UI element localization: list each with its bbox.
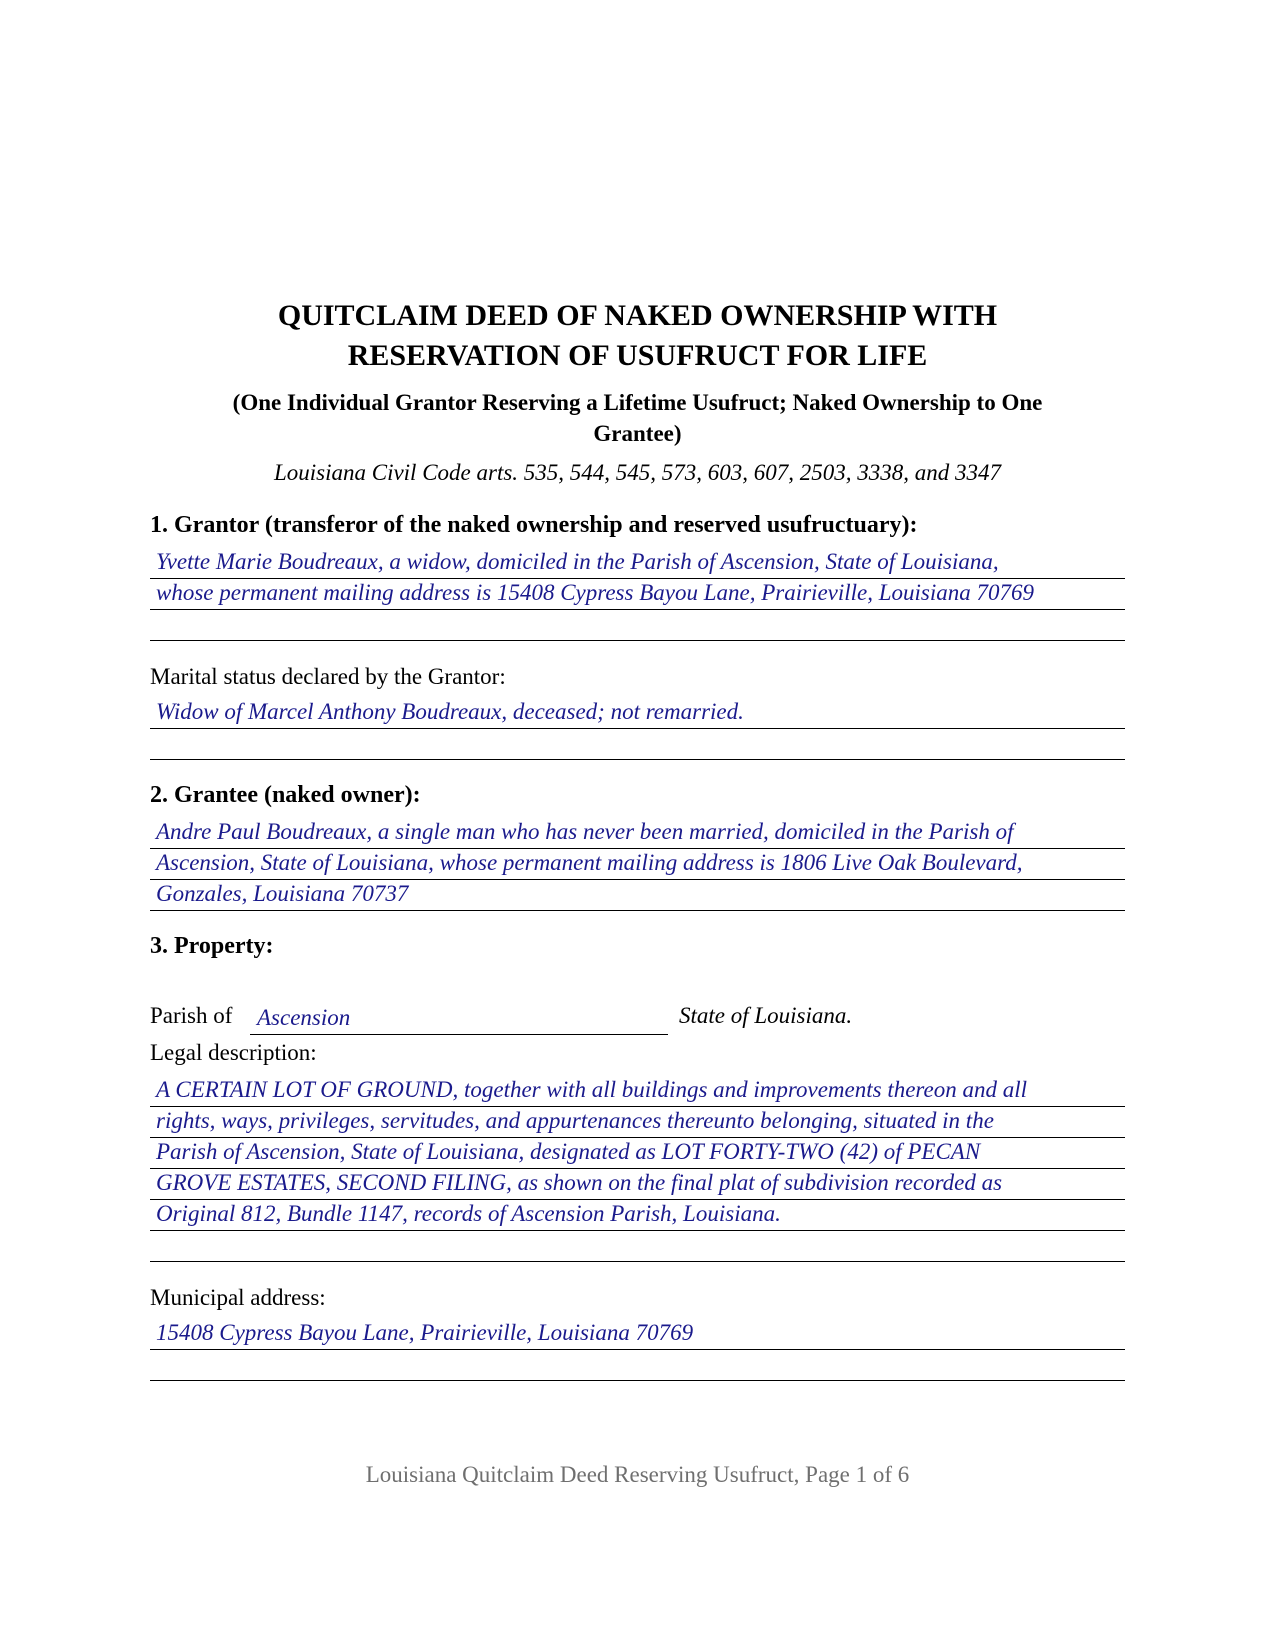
grantor-line-1-text: Yvette Marie Boudreaux, a widow, domiciled in the Parish of Ascension, State of Louisiana, <box>156 549 999 574</box>
municipal-address-label: Municipal address: <box>150 1285 326 1310</box>
municipal-field-line-1[interactable] <box>150 1319 1125 1350</box>
legal-line-1-text: A CERTAIN LOT OF GROUND, together with all buildings and improvements thereon and all <box>156 1077 1028 1102</box>
marital-field-line-1[interactable] <box>150 698 1125 729</box>
marital-status-label: Marital status declared by the Grantor: <box>150 664 506 689</box>
grantee-field-line-3[interactable] <box>150 880 1125 911</box>
grantor-heading: 1. Grantor (transferor of the naked ownership and reserved usufructuary): <box>150 512 918 538</box>
municipal-line-1-text: 15408 Cypress Bayou Lane, Prairieville, Louisiana 70769 <box>156 1320 694 1345</box>
parish-label: Parish of <box>150 1003 233 1028</box>
legal-line-2-text: rights, ways, privileges, servitudes, and appurtenances thereunto belonging, situated in the <box>156 1108 994 1133</box>
legal-field-line-4[interactable] <box>150 1169 1125 1200</box>
legal-line-3-text: Parish of Ascension, State of Louisiana, designated as LOT FORTY-TWO (42) of PECAN <box>156 1139 981 1164</box>
parish-field[interactable] <box>250 1000 668 1035</box>
grantor-field-line-3[interactable] <box>150 610 1125 641</box>
legal-field-line-5[interactable] <box>150 1200 1125 1231</box>
title-line-2: RESERVATION OF USUFRUCT FOR LIFE <box>347 339 928 372</box>
legal-line-4-text: GROVE ESTATES, SECOND FILING, as shown on the final plat of subdivision recorded as <box>156 1170 1003 1195</box>
grantee-line-1-text: Andre Paul Boudreaux, a single man who has never been married, domiciled in the Parish of <box>156 819 1014 844</box>
grantee-field-line-1[interactable] <box>150 818 1125 849</box>
legal-description-label: Legal description: <box>150 1040 317 1065</box>
document-subtitle <box>150 387 1125 449</box>
marital-field-line-2[interactable] <box>150 729 1125 760</box>
legal-field-line-3[interactable] <box>150 1138 1125 1169</box>
property-heading: 3. Property: <box>150 933 274 959</box>
legal-field-line-6[interactable] <box>150 1231 1125 1262</box>
municipal-field-line-2[interactable] <box>150 1350 1125 1381</box>
document-title <box>150 296 1125 376</box>
grantee-line-2-text: Ascension, State of Louisiana, whose permanent mailing address is 1806 Live Oak Boulevard, <box>156 850 1023 875</box>
legal-line-5-text: Original 812, Bundle 1147, records of Ascension Parish, Louisiana. <box>156 1201 781 1226</box>
grantee-line-3-text: Gonzales, Louisiana 70737 <box>156 881 409 906</box>
grantee-heading: 2. Grantee (naked owner): <box>150 782 421 808</box>
statute-citation: Louisiana Civil Code arts. 535, 544, 545, 573, 603, 607, 2503, 3338, and 3347 <box>273 460 1002 485</box>
parish-value-text: Ascension <box>257 1005 351 1030</box>
state-text: State of Louisiana. <box>679 1003 853 1028</box>
grantor-line-2-text: whose permanent mailing address is 15408 Cypress Bayou Lane, Prairieville, Louisiana 70769 <box>156 580 1035 605</box>
page-footer: Louisiana Quitclaim Deed Reserving Usufruct, Page 1 of 6 <box>365 1462 910 1487</box>
subtitle-line-2: Grantee) <box>593 421 682 446</box>
grantor-field-line-1[interactable] <box>150 548 1125 579</box>
title-line-1: QUITCLAIM DEED OF NAKED OWNERSHIP WITH <box>277 299 998 332</box>
marital-line-1-text: Widow of Marcel Anthony Boudreaux, deceased; not remarried. <box>156 699 744 724</box>
grantor-field-line-2[interactable] <box>150 579 1125 610</box>
legal-field-line-2[interactable] <box>150 1107 1125 1138</box>
grantee-field-line-2[interactable] <box>150 849 1125 880</box>
legal-field-line-1[interactable] <box>150 1076 1125 1107</box>
subtitle-line-1: (One Individual Grantor Reserving a Lifetime Usufruct; Naked Ownership to One <box>232 390 1043 415</box>
